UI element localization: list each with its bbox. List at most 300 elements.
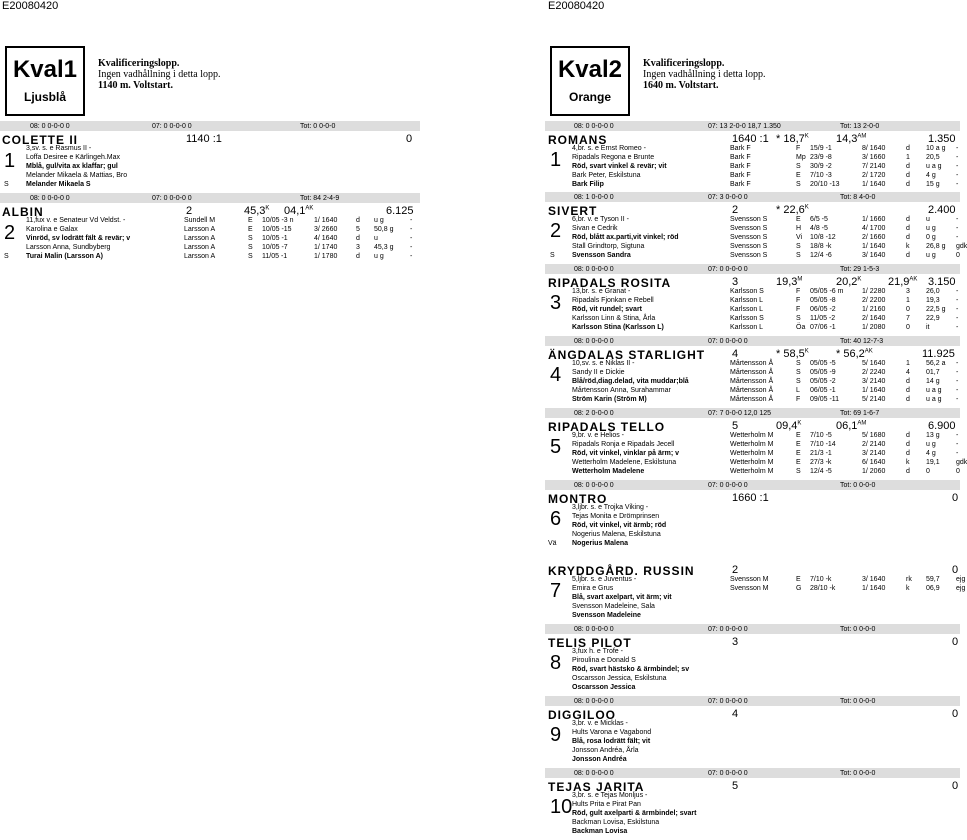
start-cell: F — [796, 297, 801, 304]
owner: Nogerius Malena, Eskilstuna — [572, 531, 661, 538]
start-cell: 7/10 -3 — [810, 172, 832, 179]
prize-money: 3.150 — [928, 276, 956, 288]
start-cell: 1 — [906, 360, 910, 367]
pedigree: 3,fux h. e Trofe - — [572, 648, 623, 655]
start-cell: Wetterholm M — [730, 432, 774, 439]
start-cell: H — [796, 225, 802, 232]
stats-total: Tot: 29 1-5-3 — [840, 266, 880, 273]
start-time: 1140 :1 — [186, 133, 222, 145]
start-cell: 11/05 -1 — [262, 253, 288, 260]
start-cell: d — [906, 172, 910, 179]
start-cell: 12/4 -5 — [810, 468, 832, 475]
start-cell: 3 — [906, 288, 910, 295]
start-cell: S — [796, 315, 801, 322]
record-1: $45,3^K$ — [244, 205, 270, 217]
owner: Karlsson Linn & Stina, Årla — [572, 315, 656, 322]
start-cell: - — [956, 225, 959, 232]
stats-07: 07: 7 0-0-0 12,0 125 — [708, 410, 772, 417]
start-cell: 0 — [926, 468, 930, 475]
stats-07: 07: 0 0-0-0 0 — [152, 195, 192, 202]
start-cell: - — [956, 324, 959, 331]
start-cell: - — [956, 360, 959, 367]
start-cell: Mp — [796, 154, 806, 161]
colors: Röd, svart hästsko & ärmbindel; sv — [572, 666, 690, 673]
start-cell: E — [796, 459, 801, 466]
start-number: 9 — [550, 724, 562, 746]
start-cell: - — [956, 172, 959, 179]
start-cell: u g — [374, 217, 384, 224]
start-cell: 22,9 — [926, 315, 940, 322]
record: $21,9^{AK}$ — [888, 276, 918, 288]
horse-name: RIPADALS ROSITA — [548, 276, 672, 290]
start-cell: S — [796, 252, 801, 259]
start-cell: G — [796, 585, 802, 592]
start-cell: ejg — [956, 576, 966, 583]
start-time: 2 — [732, 564, 739, 576]
start-cell: 1/ 1640 — [862, 585, 886, 592]
start-cell: 10/05 -1 — [262, 235, 288, 242]
start-cell: 6/5 -5 — [810, 216, 828, 223]
start-cell: E — [796, 576, 801, 583]
start-cell: 23/9 -8 — [810, 154, 832, 161]
start-time: 1640 :1 — [732, 133, 769, 145]
start-cell: d — [906, 163, 910, 170]
race-title: Kval2 — [557, 56, 623, 83]
dam: Karolina e Galax — [26, 226, 78, 233]
start-number: 3 — [550, 292, 562, 314]
start-cell: 2/ 1720 — [862, 172, 886, 179]
horse-name: ÄNGDALAS STARLIGHT — [548, 348, 706, 362]
record: * $22,6^K$ — [776, 204, 809, 216]
dam: Piroulina e Donald S — [572, 657, 636, 664]
start-cell: - — [956, 216, 959, 223]
start-cell: - — [410, 226, 413, 233]
start-cell: 4 g — [926, 450, 936, 457]
start-cell: Bark F — [730, 163, 751, 170]
start-cell: Larsson A — [184, 226, 216, 233]
start-cell: S — [796, 378, 801, 385]
stats-07: 07: 0 0-0-0 0 — [708, 698, 748, 705]
pedigree: 10,sv. s. e Niklas II - — [572, 360, 635, 367]
start-cell: - — [410, 253, 413, 260]
race-distance: 1140 m. Voltstart. — [98, 80, 173, 91]
start-time: 5 — [732, 780, 739, 792]
prize-money: 0 — [952, 636, 959, 648]
colors: Blå, rosa lodrätt fält; vit — [572, 738, 651, 745]
start-cell: 20,5 — [926, 154, 940, 161]
race-type: Kvalificeringslopp. — [643, 58, 725, 69]
start-cell: E — [796, 441, 801, 448]
start-cell: E — [248, 217, 253, 224]
start-time: 4 — [732, 708, 739, 720]
start-cell: S — [796, 181, 801, 188]
start-cell: E — [796, 216, 801, 223]
start-cell: Mårtensson Å — [730, 360, 774, 367]
start-cell: - — [956, 181, 959, 188]
start-cell: 1 — [906, 297, 910, 304]
start-cell: ejg — [956, 585, 966, 592]
start-cell: 2/ 2140 — [862, 441, 886, 448]
start-cell: 11/05 -2 — [810, 315, 836, 322]
start-cell: - — [956, 234, 959, 241]
start-number: 4 — [550, 364, 562, 386]
start-cell: 19,1 — [926, 459, 940, 466]
start-cell: d — [906, 252, 910, 259]
colors: Röd, vit rundel; svart — [572, 306, 643, 313]
race-info — [98, 58, 220, 91]
start-cell: 01,7 — [926, 369, 940, 376]
horse-name: MONTRO — [548, 492, 608, 506]
start-cell: S — [796, 360, 801, 367]
start-cell: 50,8 g — [374, 226, 394, 233]
start-cell: 1/ 2080 — [862, 324, 886, 331]
start-cell: 2/ 1660 — [862, 234, 886, 241]
start-cell: d — [906, 468, 910, 475]
start-cell: u g — [374, 253, 384, 260]
stats-07: 07: 0 0-0-0 0 — [708, 770, 748, 777]
start-cell: u g — [926, 225, 936, 232]
start-cell: - — [956, 163, 959, 170]
start-number: 8 — [550, 652, 562, 674]
start-cell: 26,8 g — [926, 243, 946, 250]
start-cell: rk — [906, 576, 912, 583]
driver: Bark Filip — [572, 181, 604, 188]
page-id: E20080420 — [2, 0, 59, 12]
start-cell: - — [956, 288, 959, 295]
start-cell: 7/10 -k — [810, 576, 832, 583]
start-cell: d — [906, 225, 910, 232]
start-cell: 8/ 1640 — [862, 145, 886, 152]
stats-07: 07: 13 2-0-0 18,7 1.350 — [708, 123, 781, 130]
record: * $58,5^K$ — [776, 348, 809, 360]
race-note: Ingen vadhållning i detta lopp. — [98, 69, 221, 80]
start-cell: Karlsson L — [730, 297, 764, 304]
dam: Sivan e Cedrik — [572, 225, 618, 232]
record: $20,2^K$ — [836, 276, 862, 288]
start-cell: k — [906, 459, 910, 466]
prize-money: 0 — [406, 133, 413, 145]
start-cell: Karlsson S — [730, 315, 764, 322]
owner: Larsson Anna, Sundbyberg — [26, 244, 111, 251]
start-cell: u g — [926, 252, 936, 259]
start-cell: Wetterholm M — [730, 468, 774, 475]
start-cell: F — [796, 288, 801, 295]
stats-08: 08: 0 0-0-0 0 — [574, 338, 614, 345]
driver: Nogerius Malena — [572, 540, 629, 547]
start-number: 1 — [4, 150, 16, 172]
start-cell: S — [796, 163, 801, 170]
start-cell: gdk — [956, 459, 967, 466]
start-cell: Wetterholm M — [730, 450, 774, 457]
start-cell: 6/ 1640 — [862, 459, 886, 466]
start-cell: - — [956, 441, 959, 448]
start-cell: 05/05 -2 — [810, 378, 836, 385]
owner: Mårtensson Anna, Surahammar — [572, 387, 671, 394]
prize-money: 0 — [952, 780, 959, 792]
start-cell: 3/ 2660 — [314, 226, 338, 233]
start-cell: 21/3 -1 — [810, 450, 832, 457]
driver: Backman Lovisa — [572, 828, 628, 835]
stats-total: Tot: 69 1-6-7 — [840, 410, 880, 417]
start-cell: d — [906, 432, 910, 439]
stats-08: 08: 0 0-0-0 0 — [574, 482, 614, 489]
start-cell: 0 — [906, 306, 910, 313]
pedigree: 4,br. s. e Ernst Romeo - — [572, 145, 646, 152]
start-cell: 7 — [906, 315, 910, 322]
start-cell: 1 — [906, 154, 910, 161]
start-cell: 4 g — [926, 172, 936, 179]
stats-07: 07: 0 0-0-0 0 — [708, 266, 748, 273]
pedigree: 3,ljbr. s. e Trojka Viking - — [572, 504, 649, 511]
start-cell: Wetterholm M — [730, 459, 774, 466]
colors: Röd, svart vinkel & revär; vit — [572, 163, 667, 170]
stats-total: Tot: 8 4-0-0 — [840, 194, 876, 201]
record: $06,1^{AM}$ — [836, 420, 867, 432]
prize-money: 0 — [952, 708, 959, 720]
start-cell: 0 — [956, 252, 960, 259]
stats-total: Tot: 0 0-0-0 — [840, 626, 876, 633]
stats-08: 08: 0 0-0-0 0 — [574, 266, 614, 273]
start-cell: 3/ 1660 — [862, 154, 886, 161]
race-distance: 1640 m. Voltstart. — [643, 80, 719, 91]
stats-07: 07: 3 0-0-0 0 — [708, 194, 748, 201]
owner: Jonsson Andréa, Årla — [572, 747, 639, 754]
start-cell: 1/ 2160 — [862, 306, 886, 313]
owner: Wetterholm Madelene, Eskilstuna — [572, 459, 677, 466]
start-cell: F — [796, 306, 801, 313]
post-position: Vä — [548, 540, 557, 547]
owner: Svensson Madeleine, Sala — [572, 603, 655, 610]
start-cell: S — [248, 253, 253, 260]
dam: Hults Varona e Vagabond — [572, 729, 652, 736]
start-cell: - — [956, 315, 959, 322]
pedigree: 5,ljbr. s. e Juventus - — [572, 576, 637, 583]
start-cell: 19,3 — [926, 297, 940, 304]
start-cell: - — [956, 450, 959, 457]
start-cell: 05/05 -6 m — [810, 288, 844, 295]
start-cell: u — [926, 216, 930, 223]
colors: Blå, svart axelpart, vit ärm; vit — [572, 594, 672, 601]
stats-08: 08: 0 0-0-0 0 — [574, 626, 614, 633]
start-cell: Svensson S — [730, 225, 768, 232]
start-cell: 15/9 -1 — [810, 145, 832, 152]
pedigree: 9,br. v. e Helios - — [572, 432, 625, 439]
start-cell: Karlsson L — [730, 306, 764, 313]
start-cell: k — [906, 585, 910, 592]
start-cell: - — [410, 244, 413, 251]
start-cell: - — [410, 217, 413, 224]
start-cell: Larsson A — [184, 244, 216, 251]
stats-total: Tot: 0 0-0-0 — [840, 698, 876, 705]
stats-total: Tot: 0 0-0-0 — [840, 482, 876, 489]
start-cell: Svensson S — [730, 243, 768, 250]
start-cell: 14 g — [926, 378, 940, 385]
start-cell: d — [906, 450, 910, 457]
start-cell: 1/ 2280 — [862, 288, 886, 295]
prize-money: 11.925 — [922, 348, 955, 360]
start-cell: 7/ 2140 — [862, 163, 886, 170]
owner: Melander Mikaela & Mattias, Bro — [26, 172, 128, 179]
start-cell: 06/05 -1 — [810, 387, 836, 394]
driver: Melander Mikaela S — [26, 181, 91, 188]
start-cell: Vi — [796, 234, 803, 241]
start-cell: 1/ 1640 — [314, 217, 338, 224]
start-cell: 1/ 1660 — [862, 216, 886, 223]
colors: Röd, blått ax.parti,vit vinkel; röd — [572, 234, 679, 241]
start-cell: E — [796, 172, 801, 179]
stats-08: 08: 1 0-0-0 0 — [574, 194, 614, 201]
start-cell: 05/05 -8 — [810, 297, 836, 304]
start-cell: 10/05 -15 — [262, 226, 292, 233]
race-badge — [5, 46, 85, 116]
driver: Svensson Madeleine — [572, 612, 641, 619]
start-time: 3 — [732, 636, 739, 648]
record: * $56,2^{AK}$ — [836, 348, 873, 360]
horse-name: RIPADALS TELLO — [548, 420, 666, 434]
colors: Blå/röd,diag.delad, vita muddar;blå — [572, 378, 689, 385]
start-cell: 5/ 1640 — [862, 360, 886, 367]
race-color: Ljusblå — [23, 90, 66, 104]
dam: Ripadals Ronja e Ripadals Jecell — [572, 441, 675, 448]
start-cell: F — [796, 145, 801, 152]
start-cell: d — [906, 387, 910, 394]
start-cell: 20/10 -13 — [810, 181, 840, 188]
start-cell: u a g — [926, 387, 942, 394]
start-cell: u g — [926, 441, 936, 448]
owner: Bark Peter, Eskilstuna — [572, 172, 641, 179]
colors: Röd, vit vinkel, vinklar på ärm; v — [572, 450, 679, 457]
start-cell: 5/ 2140 — [862, 396, 886, 403]
owner: Oscarsson Jessica, Eskilstuna — [572, 675, 667, 682]
stats-08: 08: 0 0-0-0 0 — [574, 770, 614, 777]
driver: Turai Malin (Larsson A) — [26, 253, 104, 260]
race-info — [643, 58, 765, 91]
record: $14,3^{AM}$ — [836, 133, 867, 145]
race-note: Ingen vadhållning i detta lopp. — [643, 69, 766, 80]
start-cell: 1/ 2060 — [862, 468, 886, 475]
start-cell: Mårtensson Å — [730, 396, 774, 403]
start-cell: 3/ 1640 — [862, 576, 886, 583]
owner: Backman Lovisa, Eskilstuna — [572, 819, 660, 826]
start-cell: d — [356, 235, 360, 242]
start-cell: 4/8 -5 — [810, 225, 828, 232]
horse-name: SIVERT — [548, 204, 598, 218]
start-cell: u a g — [926, 396, 942, 403]
prize-money: 6.900 — [928, 420, 956, 432]
start-cell: d — [906, 181, 910, 188]
horse-name: TELIS PILOT — [548, 636, 632, 650]
start-cell: S — [796, 243, 801, 250]
start-cell: S — [796, 369, 801, 376]
post-position: 2 — [186, 205, 193, 217]
start-cell: Bark F — [730, 154, 751, 161]
start-cell: 1/ 1640 — [862, 181, 886, 188]
start-cell: 0 — [906, 324, 910, 331]
start-cell: Sundell M — [184, 217, 216, 224]
driver: Ström Karin (Ström M) — [572, 396, 647, 403]
prize-money: 1.350 — [928, 133, 956, 145]
start-cell: - — [956, 369, 959, 376]
start-cell: 1/ 1780 — [314, 253, 338, 260]
pedigree: 13,br. s. e Granat - — [572, 288, 631, 295]
start-cell: E — [248, 226, 253, 233]
driver: Karlsson Stina (Karlsson L) — [572, 324, 664, 331]
start-cell: 5 — [356, 226, 360, 233]
race-color: Orange — [568, 90, 611, 104]
start-cell: - — [956, 145, 959, 152]
start-cell: 4/ 1640 — [314, 235, 338, 242]
dam: Emira e Grus — [572, 585, 614, 592]
start-cell: Svensson S — [730, 234, 768, 241]
start-cell: Bark F — [730, 172, 751, 179]
stats-07: 07: 0 0-0-0 0 — [708, 626, 748, 633]
start-cell: Svensson M — [730, 585, 769, 592]
dam: Tejas Monita e Drömprinsen — [572, 513, 660, 520]
start-cell: - — [956, 396, 959, 403]
start-time: 2 — [732, 204, 739, 216]
start-cell: d — [906, 234, 910, 241]
start-cell: Karlsson S — [730, 288, 764, 295]
start-cell: 1/ 1640 — [862, 387, 886, 394]
prize-money: 6.125 — [386, 205, 414, 217]
pedigree: 3,sv. s. e Rasmus II - — [26, 145, 92, 152]
start-cell: Bark F — [730, 145, 751, 152]
start-cell: u a g — [926, 163, 942, 170]
start-cell: 3 — [356, 244, 360, 251]
start-cell: Svensson M — [730, 576, 769, 583]
start-cell: 15 g — [926, 181, 940, 188]
start-cell: - — [956, 432, 959, 439]
start-cell: 3/ 1640 — [862, 252, 886, 259]
start-cell: d — [906, 145, 910, 152]
start-cell: 2/ 2240 — [862, 369, 886, 376]
start-cell: 05/05 -5 — [810, 360, 836, 367]
stats-total: Tot: 0 0-0-0 — [300, 123, 336, 130]
start-cell: 12/4 -6 — [810, 252, 832, 259]
start-cell: 09/05 -11 — [810, 396, 840, 403]
start-cell: d — [356, 217, 360, 224]
stats-total: Tot: 0 0-0-0 — [840, 770, 876, 777]
stats-07: 07: 0 0-0-0 0 — [708, 482, 748, 489]
record: * $18,7^K$ — [776, 133, 809, 145]
start-time: 5 — [732, 420, 739, 432]
start-cell: it — [926, 324, 930, 331]
start-cell: 7/10 -14 — [810, 441, 836, 448]
start-cell: Svensson S — [730, 252, 768, 259]
start-cell: d — [906, 396, 910, 403]
stats-07: 07: 0 0-0-0 0 — [152, 123, 192, 130]
colors: Vinröd, sv lodrätt fält & revär; v — [26, 235, 131, 242]
colors: Mblå, gul/vita ax klaffar; gul — [26, 163, 118, 170]
dam: Loffa Desiree e Kärlingeh.Max — [26, 154, 121, 161]
horse-name: TEJAS JARITA — [548, 780, 645, 794]
start-cell: 28/10 -k — [810, 585, 836, 592]
start-number: 2 — [4, 222, 16, 244]
start-cell: Larsson A — [184, 235, 216, 242]
start-cell: 06/05 -2 — [810, 306, 836, 313]
start-cell: 45,3 g — [374, 244, 394, 251]
dam: Ripadals Regona e Brunte — [572, 154, 655, 161]
start-cell: 2/ 2200 — [862, 297, 886, 304]
start-time: 3 — [732, 276, 739, 288]
driver: Wetterholm Madelene — [572, 468, 645, 475]
start-cell: 0 g — [926, 234, 936, 241]
start-cell: 10 a g — [926, 145, 946, 152]
start-cell: - — [956, 154, 959, 161]
stats-total: Tot: 13 2-0-0 — [840, 123, 880, 130]
stats-08: 08: 2 0-0-0 0 — [574, 410, 614, 417]
start-number: 10 — [550, 796, 573, 818]
